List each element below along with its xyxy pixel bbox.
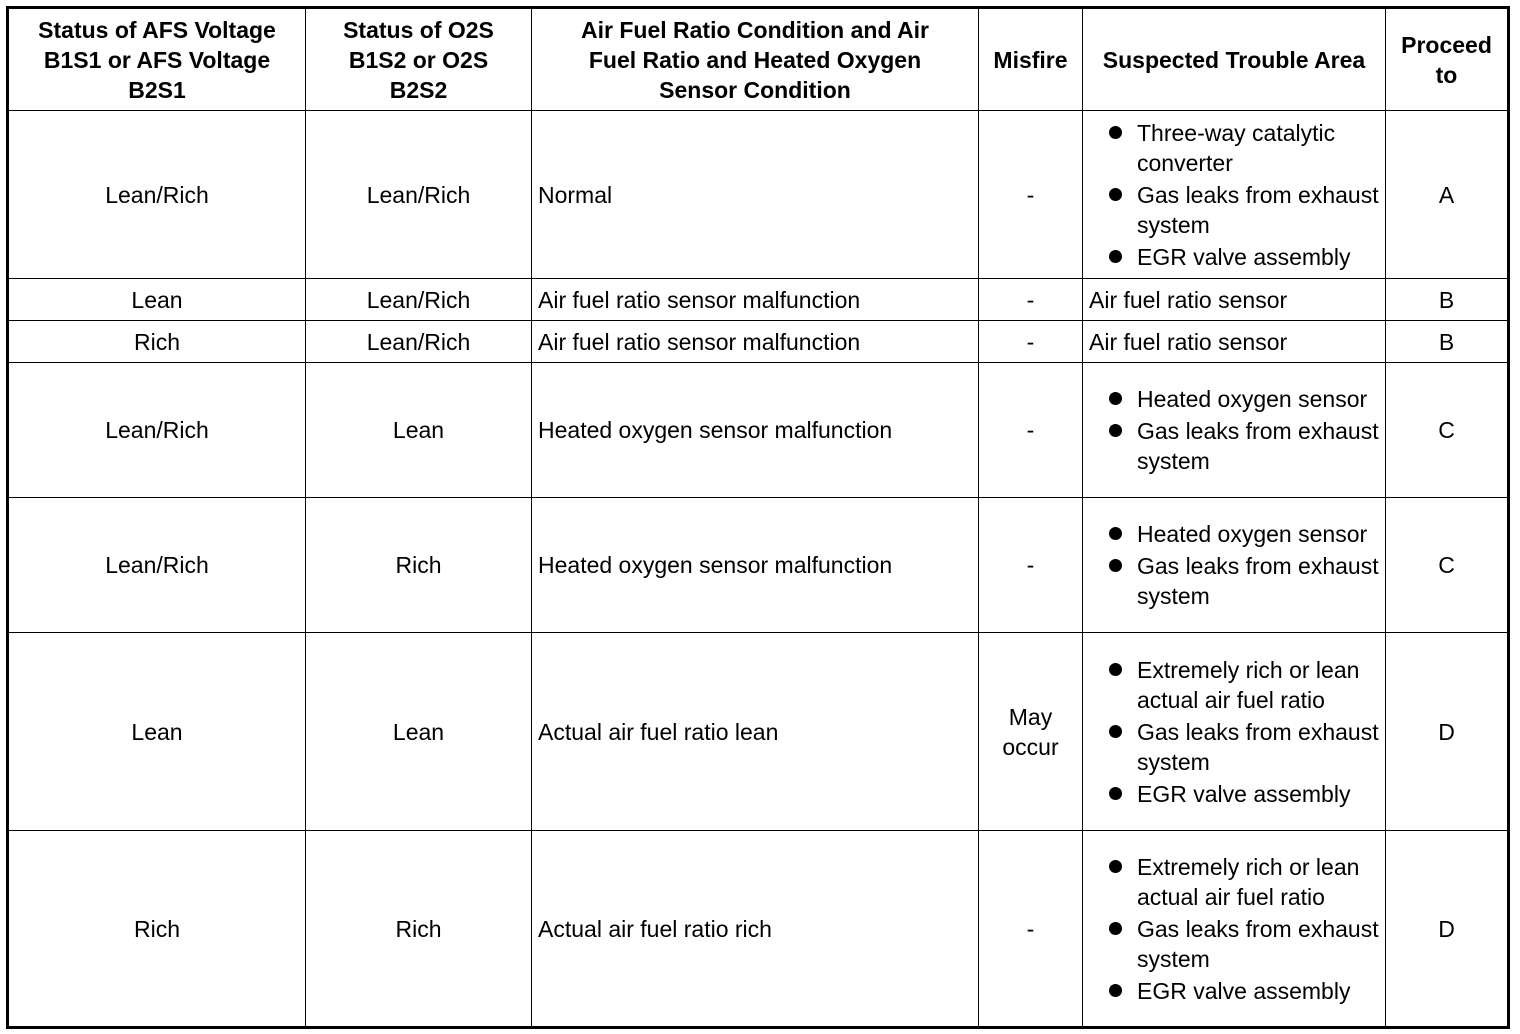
diagnostic-table bbox=[6, 6, 1510, 1029]
afs-status-cell: Lean/Rich bbox=[8, 363, 306, 498]
list-item: Gas leaks from exhaust system bbox=[1089, 416, 1379, 476]
header-row bbox=[8, 8, 1509, 111]
proceed-to-cell: C bbox=[1386, 363, 1509, 498]
bullet-icon bbox=[1109, 392, 1122, 405]
list-item: Heated oxygen sensor bbox=[1089, 384, 1379, 414]
list-item: Gas leaks from exhaust system bbox=[1089, 551, 1379, 611]
header-condition: Air Fuel Ratio Condition and Air Fuel Ratio and Heated Oxygen Sensor Condition bbox=[532, 8, 979, 111]
misfire-cell: - bbox=[979, 363, 1083, 498]
proceed-to-cell: B bbox=[1386, 279, 1509, 321]
afs-status-cell: Lean bbox=[8, 279, 306, 321]
o2s-status-cell: Rich bbox=[306, 498, 532, 633]
condition-cell: Air fuel ratio sensor malfunction bbox=[532, 321, 979, 363]
bullet-icon bbox=[1109, 860, 1122, 873]
condition-cell: Normal bbox=[532, 111, 979, 279]
condition-cell: Heated oxygen sensor malfunction bbox=[532, 363, 979, 498]
bullet-icon bbox=[1109, 787, 1122, 800]
bullet-icon bbox=[1109, 527, 1122, 540]
bullet-icon bbox=[1109, 126, 1122, 139]
bullet-icon bbox=[1109, 663, 1122, 676]
proceed-to-cell: D bbox=[1386, 633, 1509, 831]
bullet-icon bbox=[1109, 984, 1122, 997]
list-item: Heated oxygen sensor bbox=[1089, 519, 1379, 549]
afs-status-cell: Lean bbox=[8, 633, 306, 831]
table-row bbox=[8, 363, 1509, 498]
list-item: EGR valve assembly bbox=[1089, 779, 1379, 809]
o2s-status-cell: Rich bbox=[306, 831, 532, 1028]
list-item: Gas leaks from exhaust system bbox=[1089, 914, 1379, 974]
bullet-icon bbox=[1109, 188, 1122, 201]
condition-cell: Heated oxygen sensor malfunction bbox=[532, 498, 979, 633]
o2s-status-cell: Lean/Rich bbox=[306, 111, 532, 279]
header-proceed-to: Proceed to bbox=[1386, 8, 1509, 111]
o2s-status-cell: Lean/Rich bbox=[306, 279, 532, 321]
list-item: Extremely rich or lean actual air fuel ratio bbox=[1089, 655, 1379, 715]
bullet-icon bbox=[1109, 922, 1122, 935]
condition-cell: Air fuel ratio sensor malfunction bbox=[532, 279, 979, 321]
header-o2s-status: Status of O2S B1S2 or O2S B2S2 bbox=[306, 8, 532, 111]
trouble-area-cell bbox=[1083, 831, 1386, 1028]
list-item: Extremely rich or lean actual air fuel ratio bbox=[1089, 852, 1379, 912]
header-afs-status: Status of AFS Voltage B1S1 or AFS Voltage B2S1 bbox=[8, 8, 306, 111]
condition-cell: Actual air fuel ratio rich bbox=[532, 831, 979, 1028]
list-item: EGR valve assembly bbox=[1089, 976, 1379, 1006]
o2s-status-cell: Lean bbox=[306, 633, 532, 831]
trouble-area-list bbox=[1089, 118, 1379, 272]
trouble-area-cell: Air fuel ratio sensor bbox=[1083, 279, 1386, 321]
list-item: Three-way catalytic converter bbox=[1089, 118, 1379, 178]
table-row bbox=[8, 321, 1509, 363]
list-item: Gas leaks from exhaust system bbox=[1089, 717, 1379, 777]
proceed-to-cell: C bbox=[1386, 498, 1509, 633]
bullet-icon bbox=[1109, 424, 1122, 437]
condition-cell: Actual air fuel ratio lean bbox=[532, 633, 979, 831]
o2s-status-cell: Lean/Rich bbox=[306, 321, 532, 363]
misfire-cell: May occur bbox=[979, 633, 1083, 831]
afs-status-cell: Rich bbox=[8, 321, 306, 363]
proceed-to-cell: A bbox=[1386, 111, 1509, 279]
proceed-to-cell: D bbox=[1386, 831, 1509, 1028]
list-item: EGR valve assembly bbox=[1089, 242, 1379, 272]
bullet-icon bbox=[1109, 725, 1122, 738]
header-misfire: Misfire bbox=[979, 8, 1083, 111]
table-row bbox=[8, 498, 1509, 633]
trouble-area-list bbox=[1089, 519, 1379, 611]
table-row bbox=[8, 633, 1509, 831]
table-row bbox=[8, 111, 1509, 279]
misfire-cell: - bbox=[979, 111, 1083, 279]
table-row bbox=[8, 279, 1509, 321]
trouble-area-list bbox=[1089, 655, 1379, 809]
list-item: Gas leaks from exhaust system bbox=[1089, 180, 1379, 240]
misfire-cell: - bbox=[979, 321, 1083, 363]
trouble-area-cell bbox=[1083, 363, 1386, 498]
trouble-area-cell: Air fuel ratio sensor bbox=[1083, 321, 1386, 363]
trouble-area-cell bbox=[1083, 633, 1386, 831]
trouble-area-cell bbox=[1083, 498, 1386, 633]
misfire-cell: - bbox=[979, 831, 1083, 1028]
table-row bbox=[8, 831, 1509, 1028]
header-trouble-area: Suspected Trouble Area bbox=[1083, 8, 1386, 111]
trouble-area-list bbox=[1089, 852, 1379, 1006]
bullet-icon bbox=[1109, 559, 1122, 572]
proceed-to-cell: B bbox=[1386, 321, 1509, 363]
misfire-cell: - bbox=[979, 279, 1083, 321]
misfire-cell: - bbox=[979, 498, 1083, 633]
trouble-area-cell bbox=[1083, 111, 1386, 279]
afs-status-cell: Lean/Rich bbox=[8, 111, 306, 279]
afs-status-cell: Lean/Rich bbox=[8, 498, 306, 633]
bullet-icon bbox=[1109, 250, 1122, 263]
afs-status-cell: Rich bbox=[8, 831, 306, 1028]
o2s-status-cell: Lean bbox=[306, 363, 532, 498]
trouble-area-list bbox=[1089, 384, 1379, 476]
